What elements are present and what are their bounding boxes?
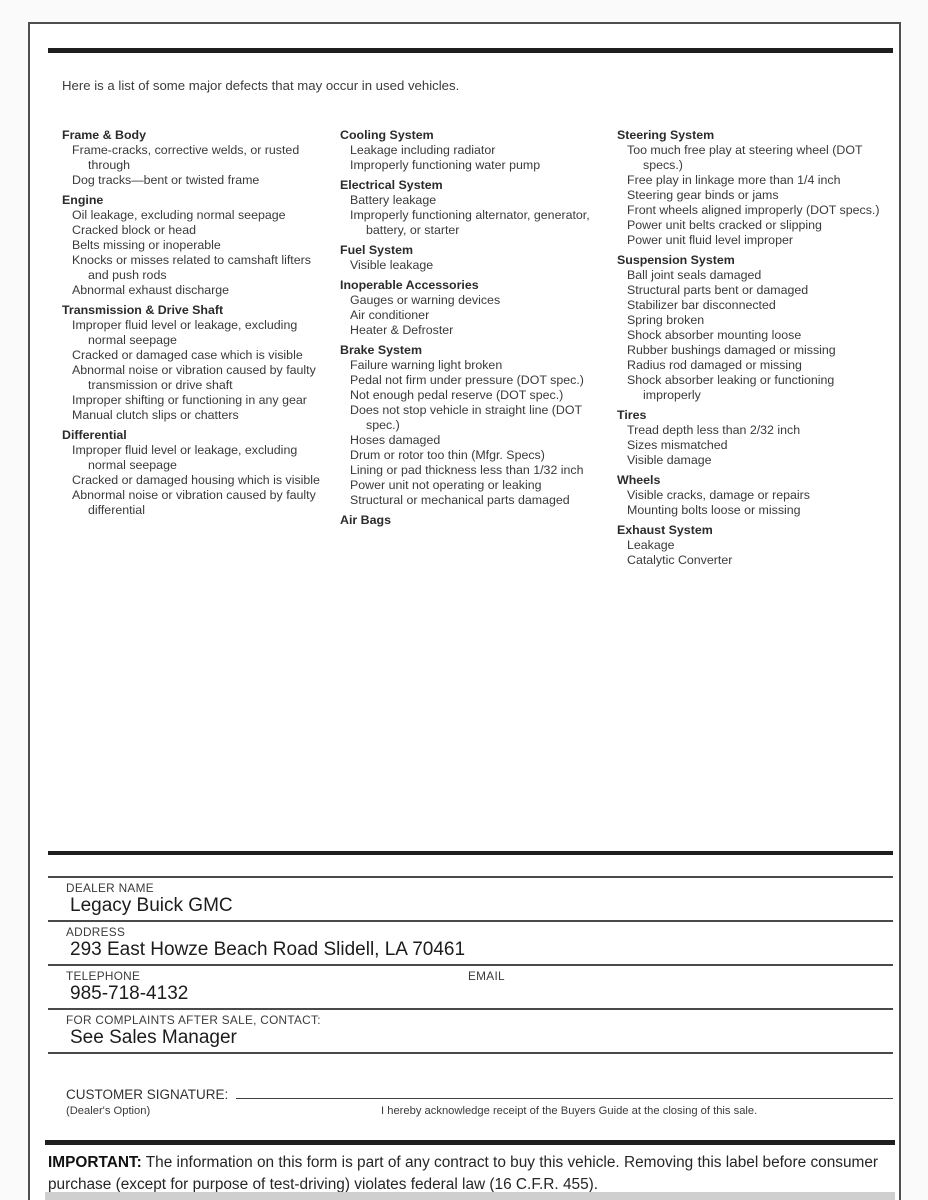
defect-section-title: Exhaust System [617,523,713,537]
bottom-cutoff-rule [45,1192,895,1200]
defect-section-title: Tires [617,408,647,422]
defect-item: Heater & Defroster [350,323,454,337]
field-value[interactable]: See Sales Manager [70,1027,237,1048]
dealers-option-label: (Dealer's Option) [66,1105,151,1117]
customer-signature-row [66,1084,893,1102]
defect-item: Knocks or misses related to camshaft lifters and push rods [72,253,311,282]
defect-column-3 [617,128,895,568]
defect-item: Visible cracks, damage or repairs [627,488,810,502]
defect-item: Gauges or warning devices [350,293,501,307]
defect-item: Abnormal exhaust discharge [72,283,230,297]
defect-item: Visible damage [627,453,712,467]
defect-column-1 [62,128,334,518]
defect-section-title: Cooling System [340,128,434,142]
defect-section-title: Frame & Body [62,128,146,142]
defect-column-2 [340,128,612,528]
defect-item: Spring broken [627,313,705,327]
defect-item: Failure warning light broken [350,358,503,372]
important-label: IMPORTANT: [48,1154,142,1171]
defect-item: Catalytic Converter [627,553,733,567]
defect-section-title: Suspension System [617,253,735,267]
defect-item: Visible leakage [350,258,434,272]
acknowledgement-text: I hereby acknowledge receipt of the Buyers Guide at the closing of this sale. [381,1105,758,1117]
defect-item: Manual clutch slips or chatters [72,408,239,422]
defect-item: Rubber bushings damaged or missing [627,343,836,357]
defect-section-title: Inoperable Accessories [340,278,479,292]
defect-item: Sizes mismatched [627,438,728,452]
defect-item: Leakage including radiator [350,143,496,157]
defect-item: Lining or pad thickness less than 1/32 inch [350,463,584,477]
defect-item: Stabilizer bar disconnected [627,298,776,312]
defect-section-title: Air Bags [340,513,391,527]
defect-item: Abnormal noise or vibration caused by faulty differential [72,488,316,517]
defect-item: Improper fluid level or leakage, excluding normal seepage [72,318,298,347]
field-value[interactable]: 985-718-4132 [70,983,189,1004]
defect-item: Front wheels aligned improperly (DOT specs.) [627,203,880,217]
defect-section-title: Brake System [340,343,422,357]
defect-item: Too much free play at steering wheel (DOT specs.) [627,143,863,172]
defect-item: Free play in linkage more than 1/4 inch [627,173,841,187]
defect-section-title: Fuel System [340,243,413,257]
field-label: FOR COMPLAINTS AFTER SALE, CONTACT: [66,1013,321,1027]
defect-section-title: Wheels [617,473,661,487]
defect-item: Dog tracks—bent or twisted frame [72,173,260,187]
defect-item: Ball joint seals damaged [627,268,762,282]
defect-item: Improper fluid level or leakage, excluding normal seepage [72,443,298,472]
defect-item: Structural parts bent or damaged [627,283,809,297]
defect-section-title: Transmission & Drive Shaft [62,303,224,317]
defect-item: Tread depth less than 2/32 inch [627,423,801,437]
defect-item: Does not stop vehicle in straight line (DOT spec.) [350,403,582,432]
dealer-field-row [48,876,893,920]
defect-section-title: Engine [62,193,104,207]
field-label: ADDRESS [66,925,126,939]
field-label-secondary: EMAIL [468,969,505,983]
defect-item: Cracked block or head [72,223,196,237]
defect-item: Pedal not firm under pressure (DOT spec.) [350,373,584,387]
field-value[interactable]: 293 East Howze Beach Road Slidell, LA 70461 [70,939,466,960]
defect-item: Battery leakage [350,193,437,207]
defect-section-title: Steering System [617,128,715,142]
top-divider-rule [48,48,893,53]
field-label: TELEPHONE [66,969,141,983]
defect-section-title: Differential [62,428,127,442]
defect-item: Leakage [627,538,675,552]
defect-item: Mounting bolts loose or missing [627,503,801,517]
defect-item: Radius rod damaged or missing [627,358,802,372]
important-divider-rule [45,1140,895,1145]
dealer-field-row [48,920,893,964]
defect-item: Hoses damaged [350,433,441,447]
defect-item: Power unit belts cracked or slipping [627,218,822,232]
dealer-field-row [48,1008,893,1052]
defect-item: Power unit fluid level improper [627,233,793,247]
defect-item: Frame-cracks, corrective welds, or rusted through [72,143,300,172]
defect-item: Cracked or damaged housing which is visible [72,473,320,487]
defect-item: Shock absorber leaking or functioning improperly [627,373,835,402]
defect-item: Abnormal noise or vibration caused by faulty transmission or drive shaft [72,363,316,392]
defect-item: Oil leakage, excluding normal seepage [72,208,286,222]
dealer-field-row [48,964,893,1008]
important-notice [48,1152,896,1195]
intro-text: Here is a list of some major defects that may occur in used vehicles. [62,78,460,93]
customer-signature-line[interactable] [236,1084,893,1099]
field-label: DEALER NAME [66,881,154,895]
defect-item: Improperly functioning water pump [350,158,541,172]
defect-item: Shock absorber mounting loose [627,328,802,342]
dealer-section-divider-rule [48,851,893,855]
defect-item: Drum or rotor too thin (Mfgr. Specs) [350,448,545,462]
defect-item: Cracked or damaged case which is visible [72,348,303,362]
defect-item: Belts missing or inoperable [72,238,221,252]
defect-item: Improper shifting or functioning in any gear [72,393,307,407]
signature-sub-row [66,1105,893,1117]
defect-item: Air conditioner [350,308,430,322]
defect-item: Steering gear binds or jams [627,188,779,202]
defect-item: Improperly functioning alternator, generator, battery, or starter [350,208,590,237]
defect-item: Power unit not operating or leaking [350,478,542,492]
customer-signature-label: CUSTOMER SIGNATURE: [66,1087,229,1102]
defect-item: Not enough pedal reserve (DOT spec.) [350,388,564,402]
dealer-info-form [48,876,893,1054]
defect-item: Structural or mechanical parts damaged [350,493,570,507]
field-value[interactable]: Legacy Buick GMC [70,895,233,916]
important-text: The information on this form is part of any contract to buy this vehicle. Removing this label before consumer purchase (except for purpose of test-driving) violates federal law (16 C.F.R. 455). [48,1154,879,1193]
buyers-guide-back-page [28,22,901,1200]
defect-section-title: Electrical System [340,178,443,192]
